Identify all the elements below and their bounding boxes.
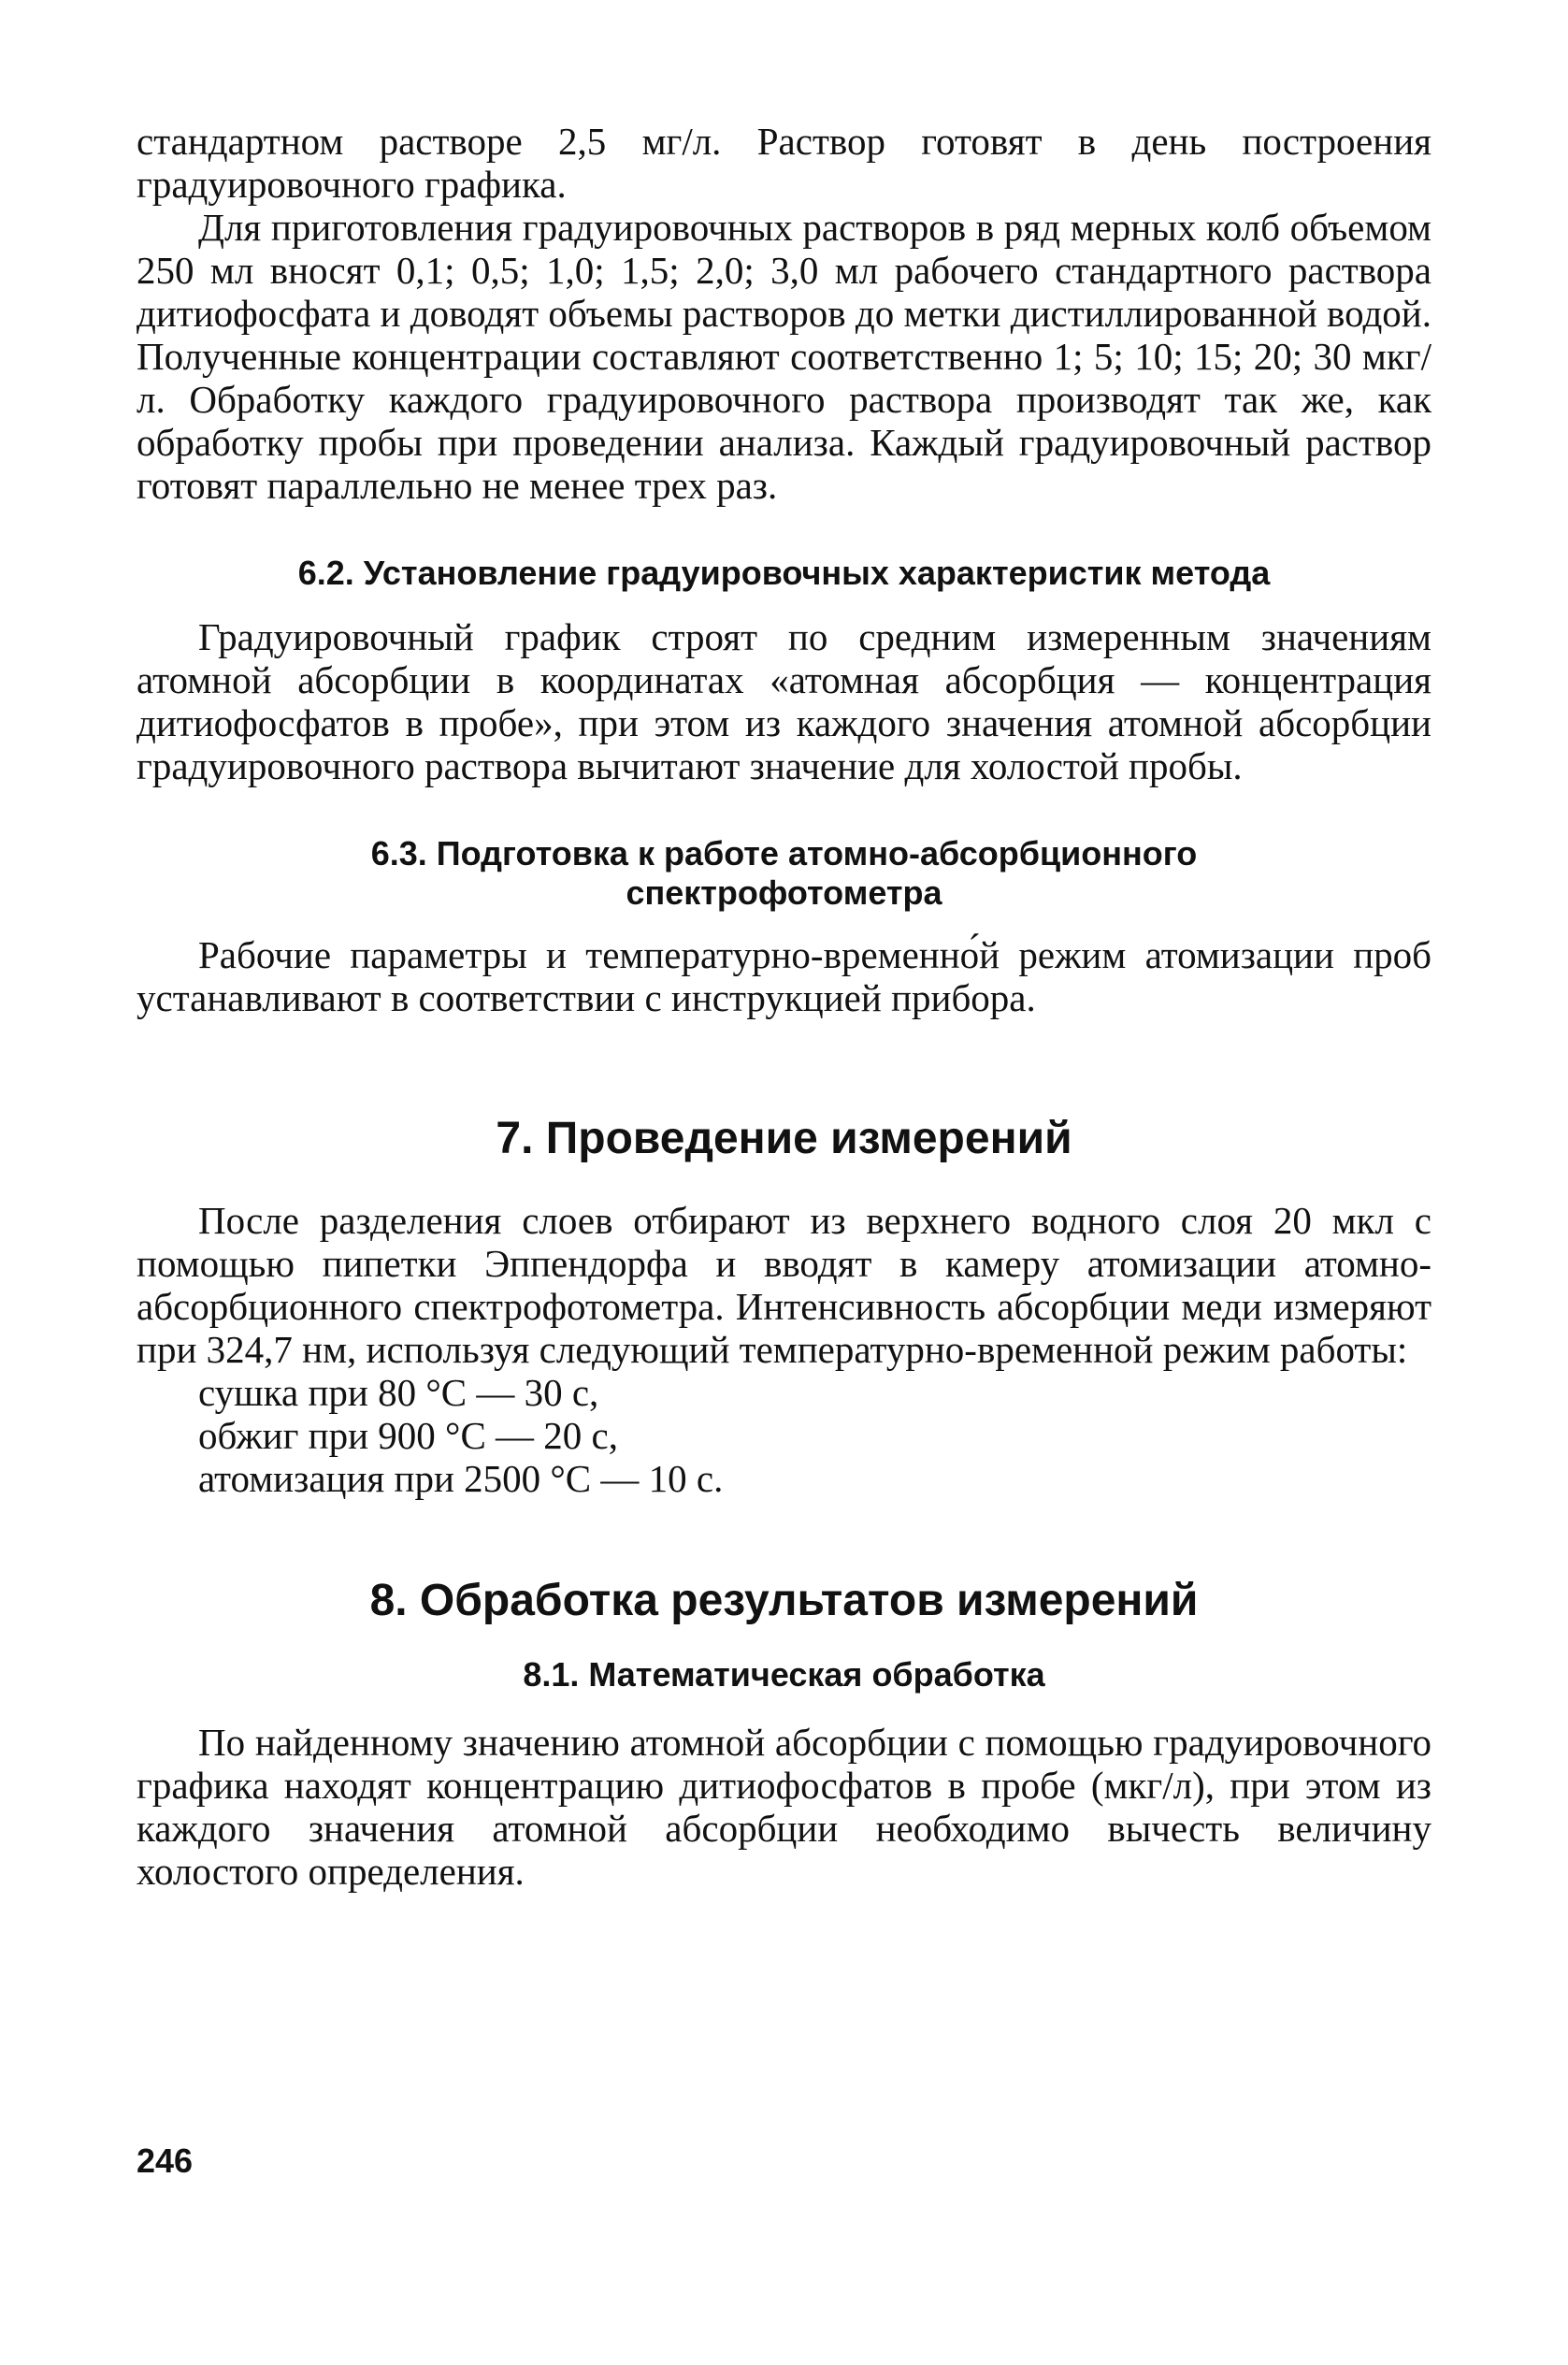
section-7-heading: 7. Проведение измерений (496, 1114, 1072, 1163)
page-number: 246 (137, 2141, 194, 2180)
intro-continuation-paragraph: стандартном растворе 2,5 мг/л. Раствор готовят в день построения градуировочного графика. (137, 120, 1431, 206)
section-6-3-heading (137, 834, 1431, 913)
temperature-mode-list (137, 1371, 1431, 1500)
calibration-solutions-paragraph: Для приготовления градуировочных растворов в ряд мерных колб объемом 250 мл вносят 0,1; 0,5; 1,0; 1,5; 2,0; 3,0 мл рабочего стандартного раствора дитиофосфата и доводят объемы растворов до метки дистиллированной водой. Полученные концентрации составляют соответственно 1; 5; 10; 15; 20; 30 мкг/л. Обработку каждого градуировочного раствора производят так же, как обработку пробы при проведении анализа. Каждый градуировочный раствор готовят параллельно не менее трех раз. (137, 206, 1431, 507)
section-6-3-heading-line2: спектрофотометра (626, 873, 942, 912)
section-7-paragraph: После разделения слоев отбирают из верхнего водного слоя 20 мкл с помощью пипетки Эппендорфа и вводят в камеру атомизации атомно-абсорбционного спектрофотометра. Интенсивность абсорбции меди измеряют при 324,7 нм, используя следующий температурно-временной режим работы: (137, 1199, 1431, 1371)
mode-ashing: обжиг при 900 °С — 20 с, (198, 1414, 618, 1457)
mode-drying: сушка при 80 °С — 30 с, (198, 1371, 599, 1414)
section-6-2-paragraph: Градуировочный график строят по средним измеренным значениям атомной абсорбции в координатах «атомная абсорбция — концентрация дитиофосфатов в пробе», при этом из каждого значения атомной абсорбции градуировочного раствора вычитают значение для холостой пробы. (137, 615, 1431, 787)
mode-atomization: атомизация при 2500 °С — 10 с. (198, 1457, 724, 1500)
section-6-3-heading-line1: 6.3. Подготовка к работе атомно-абсорбционного (370, 834, 1198, 872)
section-6-3-paragraph: Рабочие параметры и температурно-временно́й режим атомизации проб устанавливают в соответствии с инструкцией прибора. (137, 933, 1431, 1019)
section-8-1-paragraph: По найденному значению атомной абсорбции с помощью градуировочного графика находят концентрацию дитиофосфатов в пробе (мкг/л), при этом из каждого значения атомной абсорбции необходимо вычесть величину холостого определения. (137, 1721, 1431, 1893)
section-6-2-heading: 6.2. Установление градуировочных характеристик метода (297, 554, 1271, 592)
section-8-1-heading: 8.1. Математическая обработка (523, 1655, 1045, 1694)
document-page (137, 120, 1431, 1893)
section-8-heading: 8. Обработка результатов измерений (369, 1576, 1199, 1625)
